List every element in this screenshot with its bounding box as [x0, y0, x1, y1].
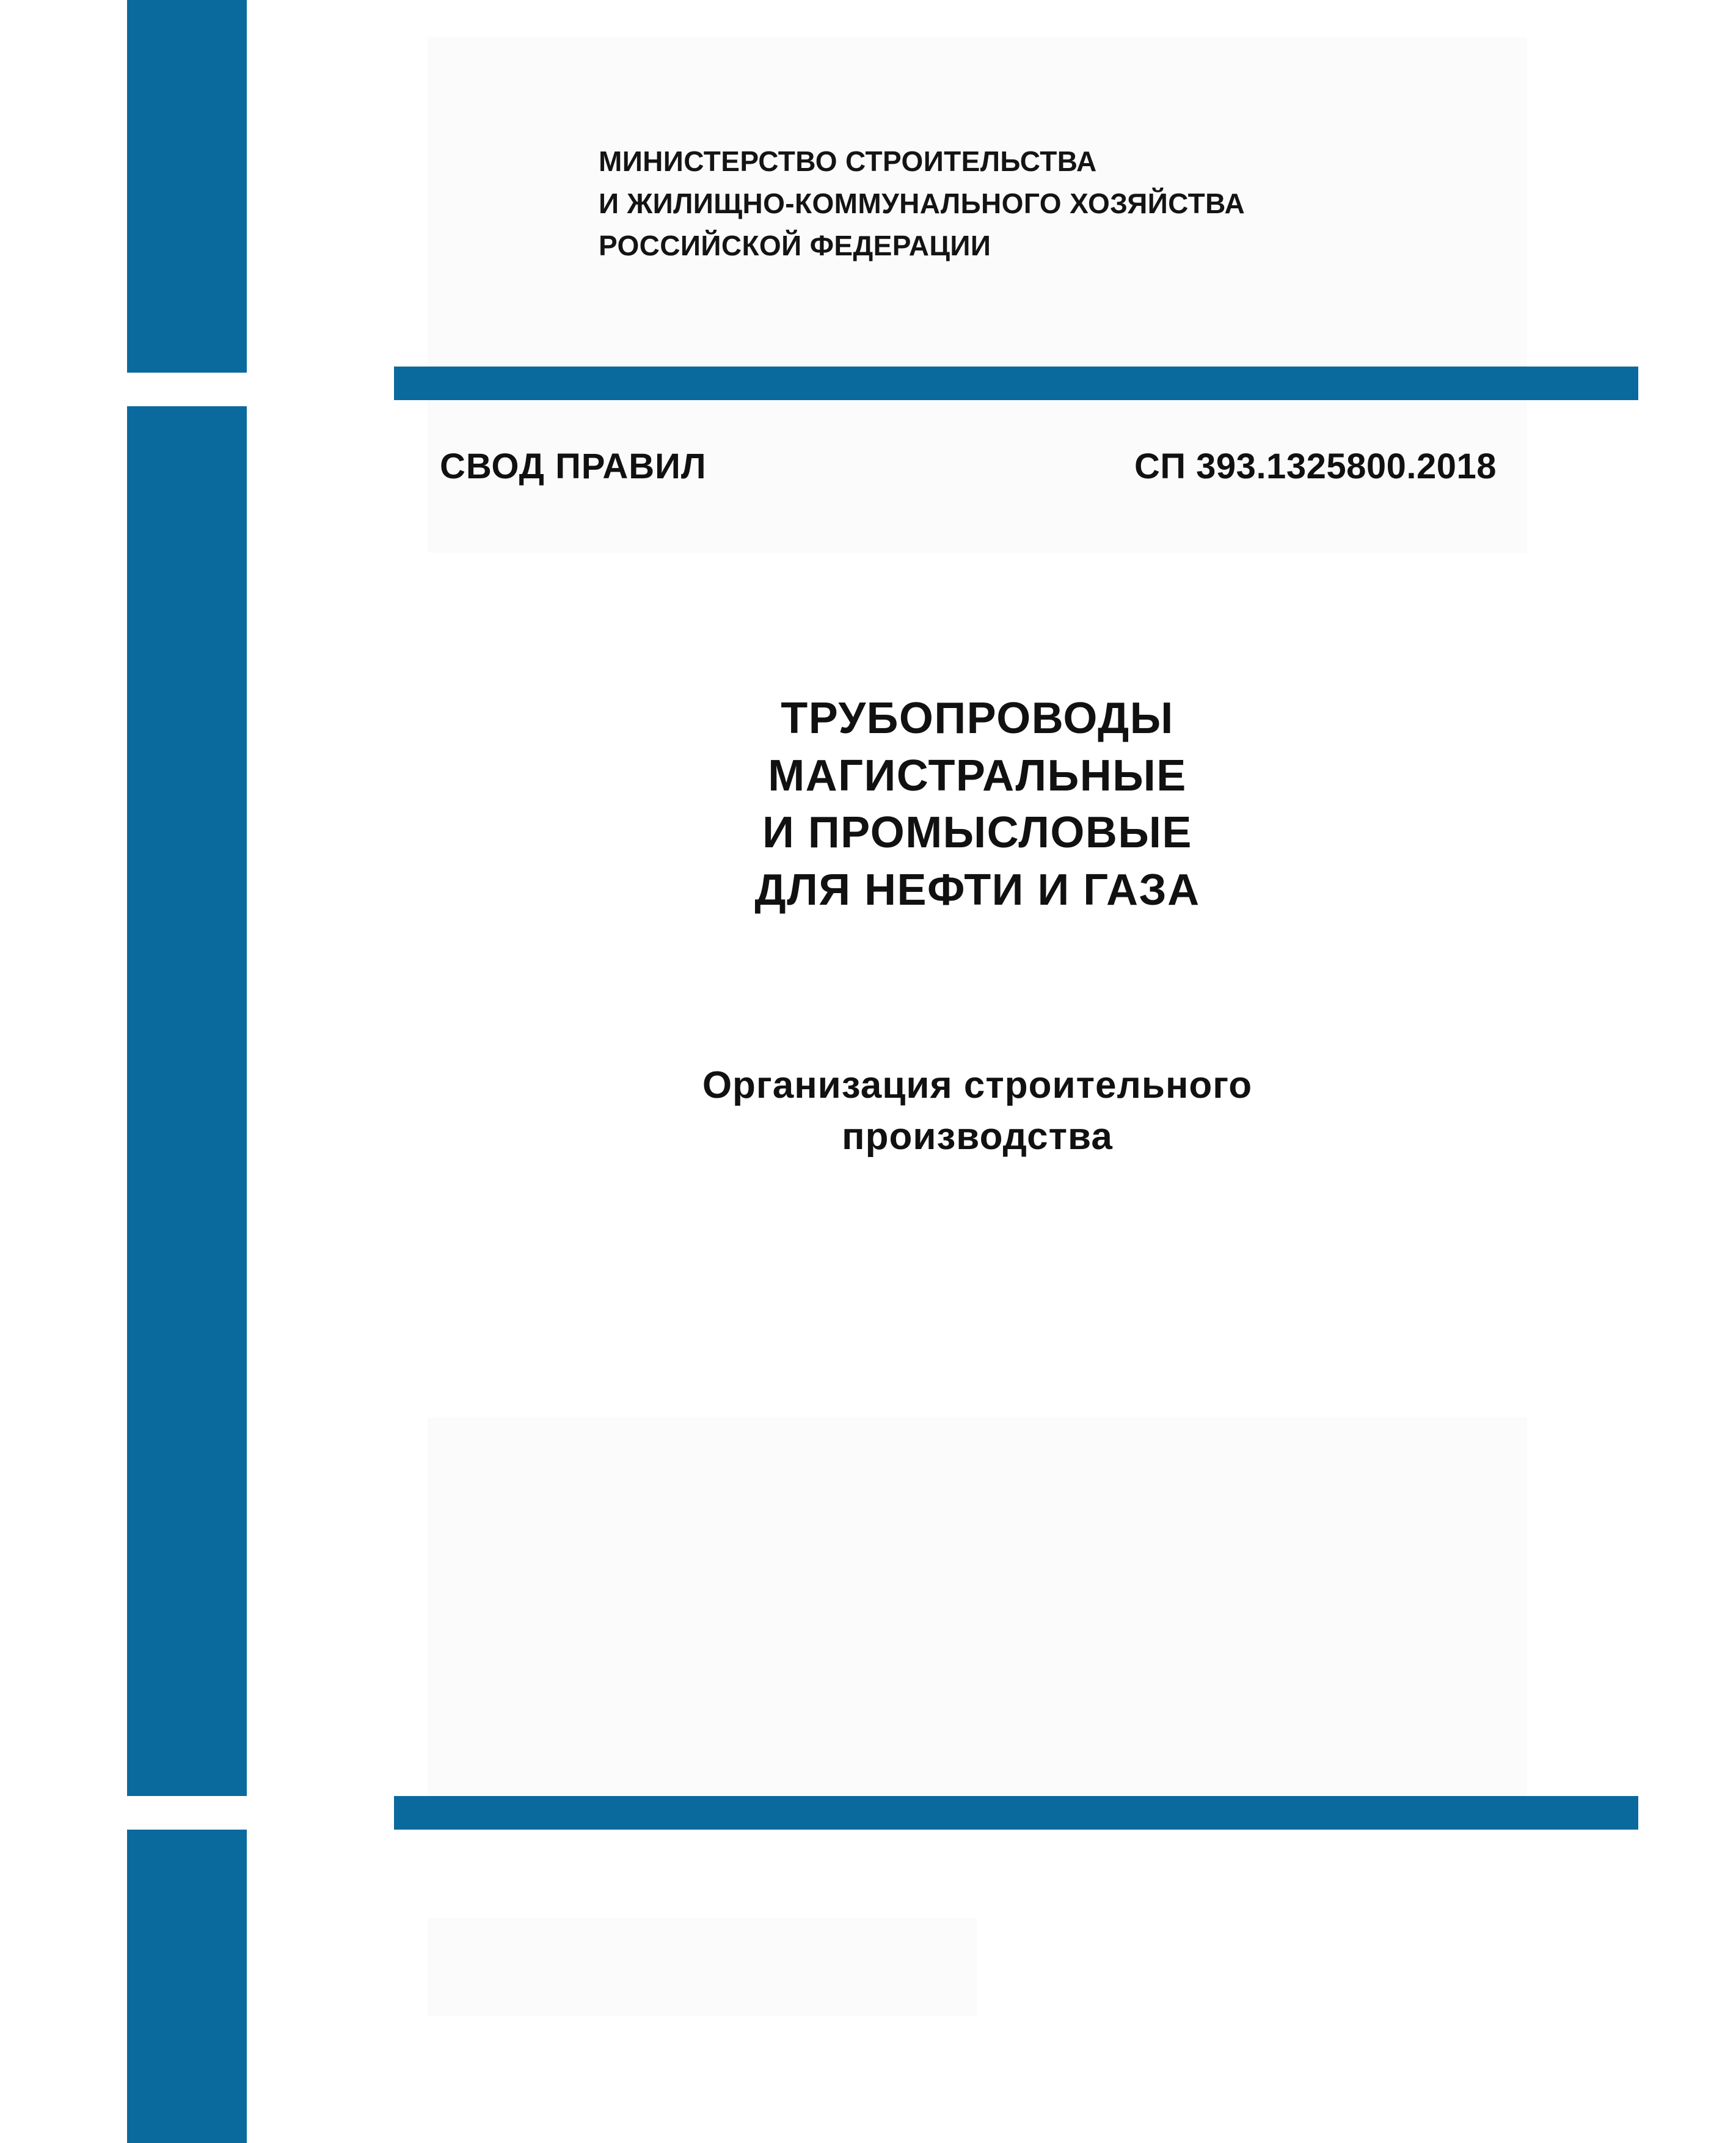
page-subtitle	[428, 1060, 1527, 1162]
accent-bar-left-top	[127, 0, 247, 373]
ministry-line-2: И ЖИЛИЩНО-КОММУНАЛЬНОГО ХОЗЯЙСТВА	[599, 188, 1245, 219]
ministry-heading	[599, 141, 1515, 267]
footer-panel	[428, 1918, 977, 2016]
body-panel	[428, 1417, 1527, 1796]
title-line-1: ТРУБОПРОВОДЫ	[781, 694, 1174, 743]
document-type-label: СВОД ПРАВИЛ	[440, 447, 707, 486]
page-title	[428, 690, 1527, 919]
title-line-2: МАГИСТРАЛЬНЫЕ	[768, 751, 1187, 800]
title-line-3: И ПРОМЫСЛОВЫЕ	[762, 808, 1192, 858]
title-line-4: ДЛЯ НЕФТИ И ГАЗА	[754, 865, 1200, 915]
document-code: СП 393.1325800.2018	[1134, 447, 1497, 486]
accent-bar-top-horizontal	[394, 367, 1638, 400]
accent-bar-bottom-horizontal	[394, 1796, 1638, 1830]
ministry-line-1: МИНИСТЕРСТВО СТРОИТЕЛЬСТВА	[599, 145, 1097, 177]
accent-bar-left-middle	[127, 406, 247, 1796]
subtitle-line-2: производства	[842, 1115, 1113, 1158]
accent-bar-left-bottom	[127, 1830, 247, 2143]
document-code-row	[440, 446, 1515, 487]
ministry-line-3: РОССИЙСКОЙ ФЕДЕРАЦИИ	[599, 230, 991, 261]
subtitle-line-1: Организация строительного	[702, 1064, 1253, 1106]
